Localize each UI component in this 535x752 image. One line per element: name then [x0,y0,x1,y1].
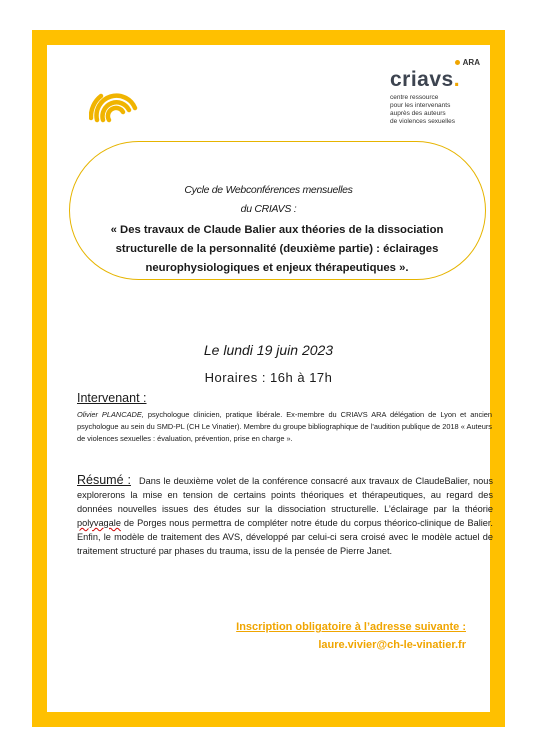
speaker-bio [77,409,492,445]
page-frame [32,30,505,727]
tagline-line: de violences sexuelles [390,118,456,125]
event-hours: Horaires : 16h à 17h [204,370,333,385]
brand-tagline [390,94,480,126]
cycle-line-2: du CRIAVS : [240,203,297,215]
registration-block [236,618,466,654]
registration-email[interactable]: laure.vivier@ch-le-vinatier.fr [318,639,466,651]
tagline-line: auprès des auteurs [390,110,446,117]
criavs-arcs-logo [89,82,139,126]
conference-title: « Des travaux de Claude Balier aux théories de la dissociation structurelle de la personnalité (deuxième partie) : éclairages neurophysiologiques et enjeux thérapeutiques ». [110,224,444,274]
registration-label: Inscription obligatoire à l’adresse suivante : [236,621,466,633]
summary-flagged-word: polyvagale [77,518,121,528]
brand-name-text: criavs [390,68,454,91]
brand-name [390,69,480,91]
orange-dot-icon [455,60,460,65]
cycle-line-1: Cycle de Webconférences mensuelles [184,184,353,196]
speaker-label: Intervenant : [77,391,147,405]
brand-name-dot: . [453,68,461,91]
summary-text-2: de Porges nous permettra de compléter notre étude du corpus théorico-clinique de Balier. Enfin, le modèle de traitement des AVS, développé par celui-ci sera croisé avec le modèle actuel de traitement structuré par phases du trauma, issu de la pensée de Pierre Janet. [77,518,493,556]
tagline-line: centre ressource [390,94,439,101]
speaker-name: Olivier PLANCADE, [77,410,144,419]
summary-text-1: Dans le deuxième volet de la conférence consacré aux travaux de ClaudeBalier, nous explorerons la mise en tension de certains points théoriques et thérapeutiques, au regard des données nouvelles issues des études sur la dissociation structurelle. L’éclairage par la théorie [77,476,493,514]
region-label: ARA [462,58,480,67]
speaker-bio-text: psychologue clinicien, pratique libérale. Ex-membre du CRIAVS ARA délégation de Lyon et ancien psychologue au sein du SMD-PL (CH Le Vinatier). Membre du groupe bibliographique de l’audition publique de 2018 « Auteurs de violences sexuelles : évaluation, prévention, prise en charge ». [77,410,492,443]
cycle-heading [47,181,490,219]
event-date: Le lundi 19 juin 2023 [203,342,334,358]
criavs-brand-block [390,58,480,126]
summary-paragraph [77,473,493,558]
tagline-line: pour les intervenants [390,102,451,109]
region-line [390,58,480,67]
page-content [47,45,493,712]
summary-label: Résumé : [77,473,131,487]
